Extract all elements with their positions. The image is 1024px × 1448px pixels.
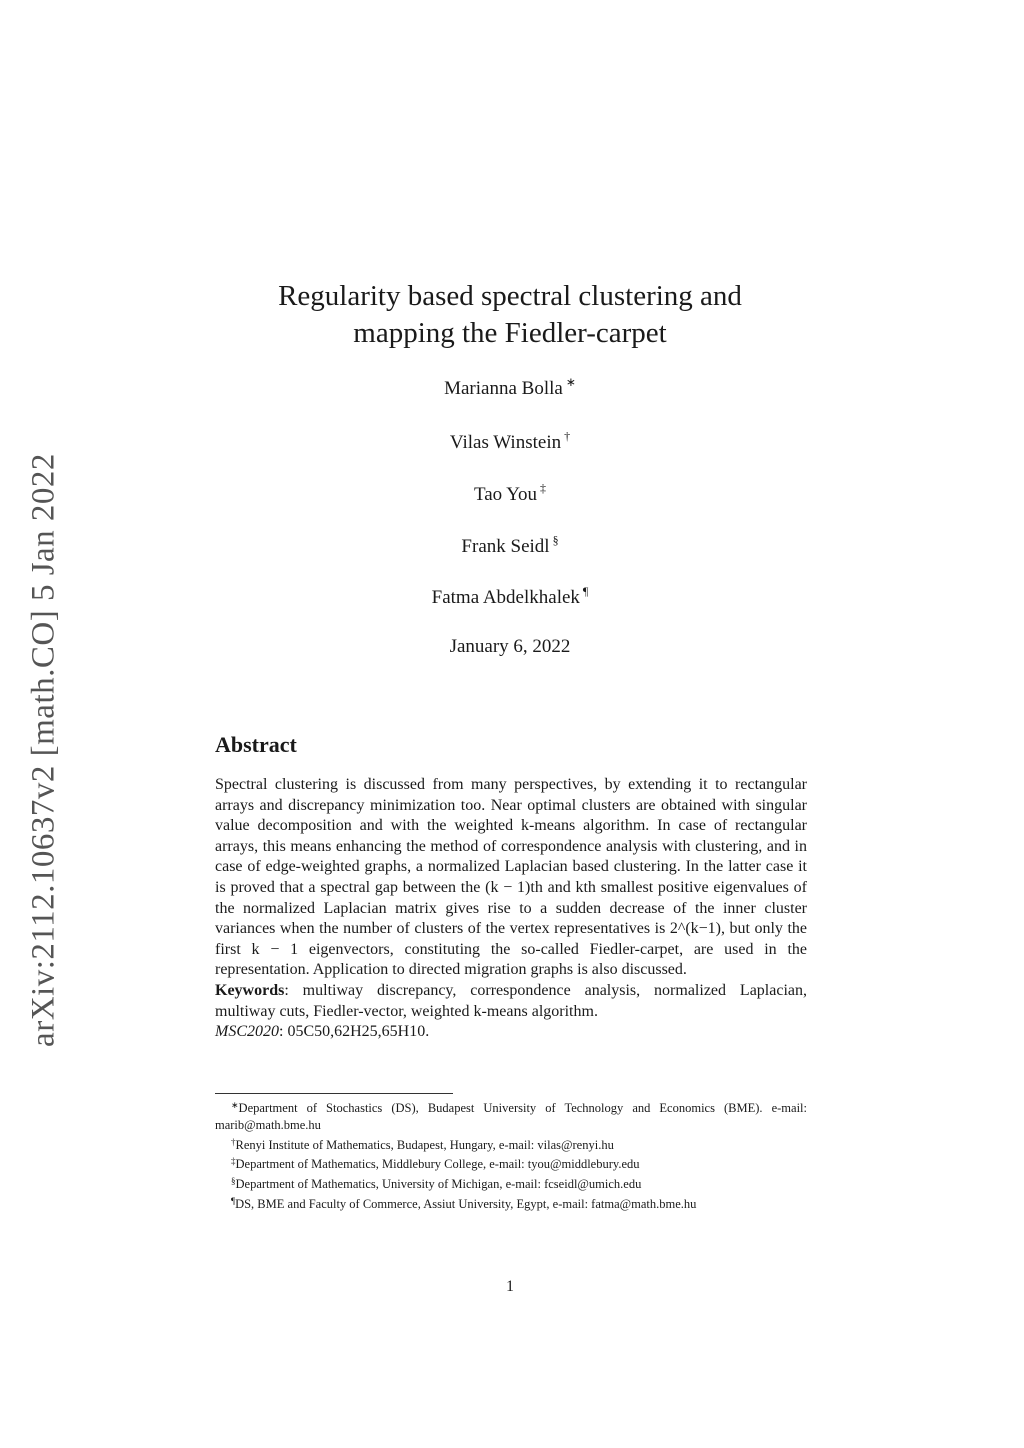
footnote-divider (215, 1093, 453, 1094)
footnote-mark: § (231, 1176, 236, 1187)
msc-line (215, 1022, 807, 1043)
footnote-text: Renyi Institute of Mathematics, Budapest, Hungary, e-mail: vilas@renyi.hu (235, 1137, 614, 1152)
footnotes (215, 1097, 807, 1213)
footnote (215, 1134, 807, 1154)
msc-label: MSC2020 (215, 1023, 279, 1041)
abstract-text: Spectral clustering is discussed from many perspectives, by extending it to rectangular arrays and discrepancy minimization too. Near optimal clusters are obtained with singular value decomposition and with the weighted k-means algorithm. In case of rectangular arrays, this means enhancing the method of correspondence analysis with clustering, and in case of edge-weighted graphs, a normalized Laplacian based clustering. In the latter case it is proved that a spectral gap between the (k − 1)th and kth smallest positive eigenvalues of the normalized Laplacian matrix gives rise to a sudden decrease of the inner cluster variances when the number of clusters of the vertex representatives is 2^(k−1), but only the first k − 1 eigenvectors, constituting the so-called Fiedler-carpet, are used in the representation. Application to directed migration graphs is also discussed. (215, 776, 807, 979)
page-number: 1 (506, 1278, 514, 1295)
footnote (215, 1097, 807, 1134)
footnote-mark: ∗ (231, 1100, 239, 1110)
author-footnote-mark: † (564, 429, 571, 443)
author-name: Marianna Bolla (444, 378, 563, 399)
author-footnote-mark: ¶ (582, 584, 589, 598)
author-footnote-mark: ‡ (540, 481, 547, 495)
paper-title-line-2: mapping the Fiedler-carpet (353, 317, 667, 349)
author-3 (0, 481, 1020, 506)
footnote-mark: † (231, 1136, 236, 1147)
footnote (215, 1193, 807, 1213)
publication-date: January 6, 2022 (449, 636, 571, 657)
footnote-text: Department of Stochastics (DS), Budapest University of Technology and Economics (BME). e-mail: marib@math.bme.hu (215, 1101, 807, 1132)
author-name: Frank Seidl (461, 536, 550, 557)
author-footnote-mark: § (552, 533, 559, 547)
abstract-body (215, 775, 807, 1043)
footnote-text: Department of Mathematics, University of Michigan, e-mail: fcseidl@umich.edu (235, 1177, 642, 1192)
footnote-text: Department of Mathematics, Middlebury College, e-mail: tyou@middlebury.edu (235, 1157, 640, 1172)
paper-title-line-1: Regularity based spectral clustering and (278, 280, 742, 312)
keywords-line (215, 981, 807, 1022)
author-name: Fatma Abdelkhalek (431, 587, 580, 608)
arxiv-identifier-stamp: arXiv:2112.10637v2 [math.CO] 5 Jan 2022 (25, 453, 62, 1047)
author-2 (0, 429, 1020, 454)
paper-title (200, 278, 820, 352)
author-name: Vilas Winstein (449, 432, 562, 453)
footnote (215, 1153, 807, 1173)
footnote-mark: ‡ (231, 1156, 236, 1167)
keywords-label: Keywords (215, 981, 285, 999)
footnote-mark: ¶ (231, 1195, 236, 1206)
author-5 (0, 584, 1020, 609)
footnote (215, 1173, 807, 1193)
author-name: Tao You (473, 484, 538, 505)
author-1 (0, 375, 1020, 400)
abstract-heading: Abstract (215, 732, 297, 757)
author-4 (0, 533, 1020, 558)
author-footnote-mark: ∗ (565, 375, 576, 389)
keywords-text: : multiway discrepancy, correspondence analysis, normalized Laplacian, multiway cuts, Fiedler-vector, weighted k-means algorithm. (215, 981, 807, 1020)
footnote-text: DS, BME and Faculty of Commerce, Assiut University, Egypt, e-mail: fatma@math.bme.hu (235, 1196, 697, 1211)
msc-text: : 05C50,62H25,65H10. (279, 1023, 430, 1041)
